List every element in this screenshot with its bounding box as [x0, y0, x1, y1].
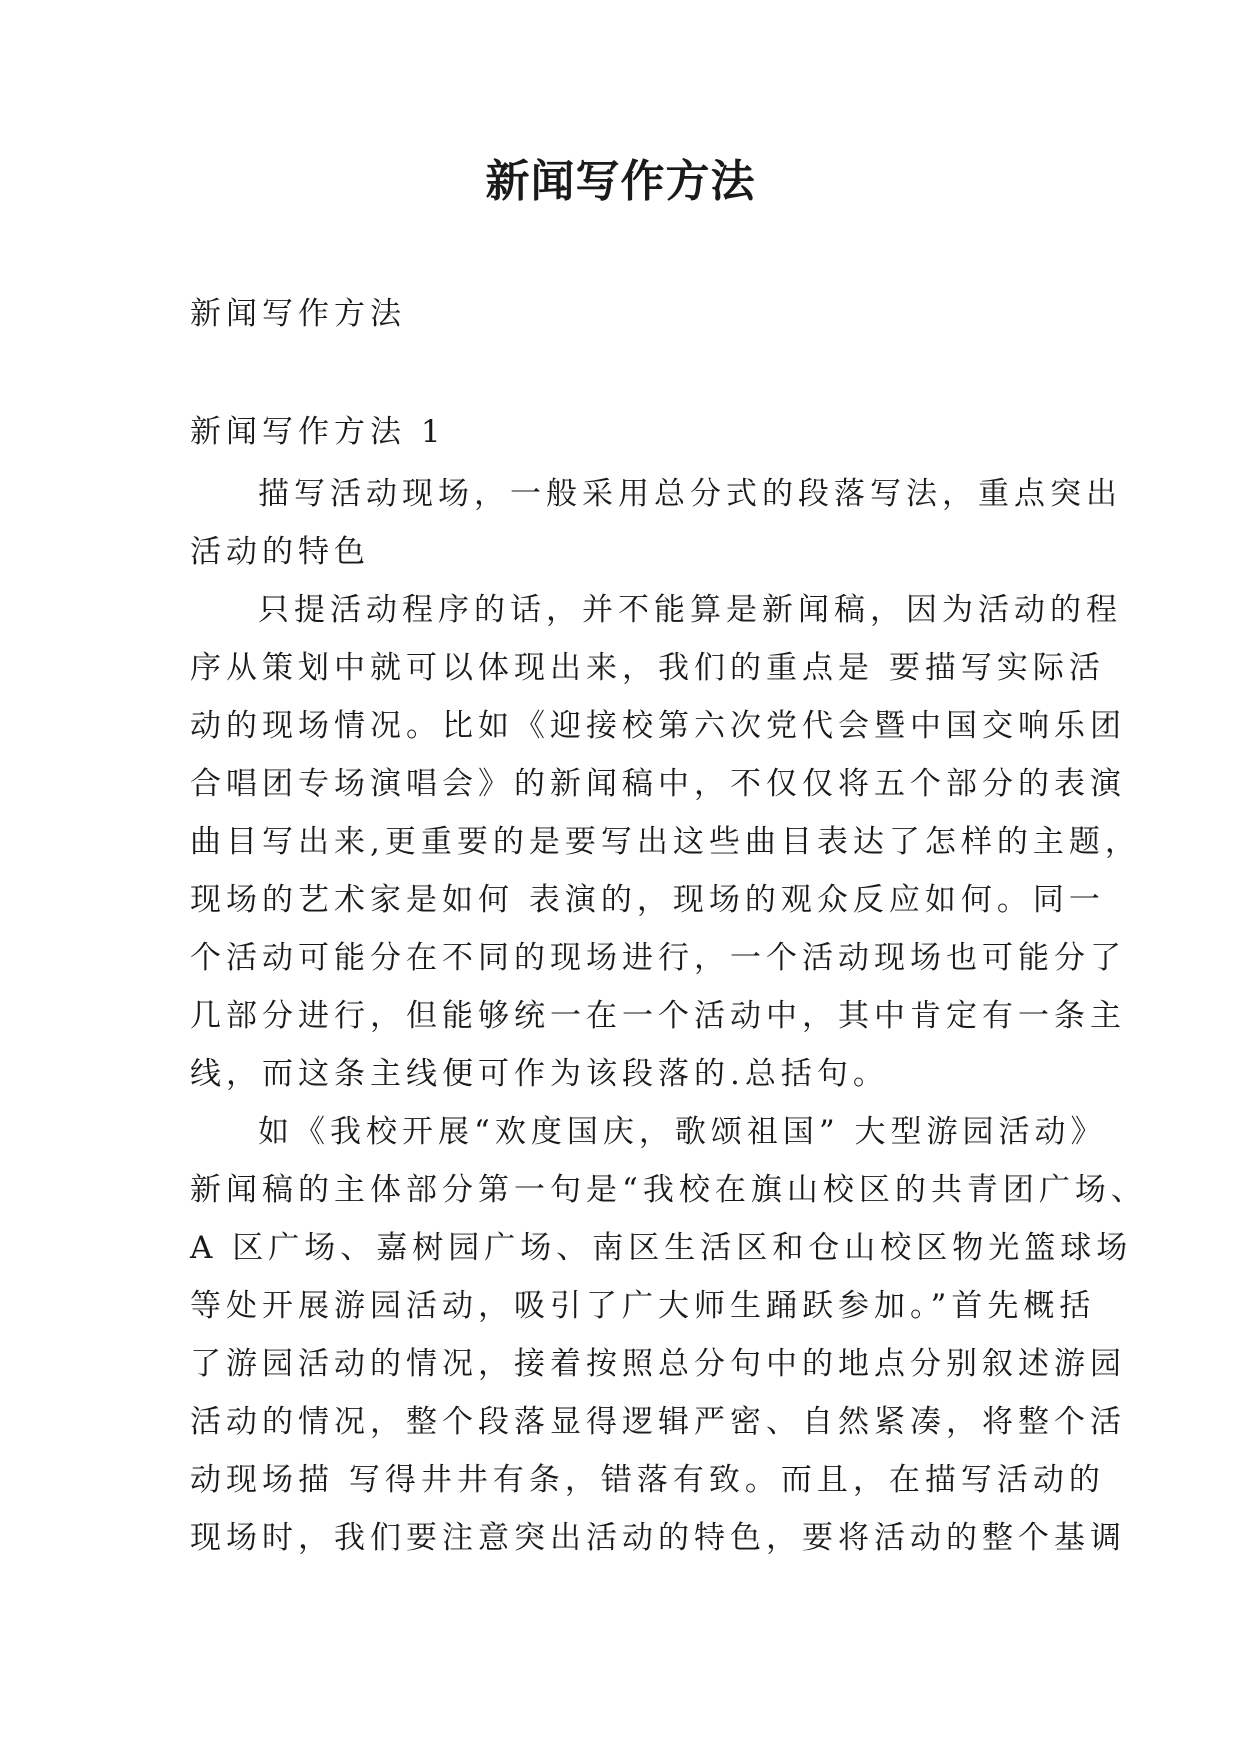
paragraph-line: 个活动可能分在不同的现场进行，一个活动现场也可能分了 [190, 940, 1126, 976]
paragraph-line: A 区广场、嘉树园广场、南区生活区和仓山校区物光篮球场 [190, 1230, 1133, 1266]
paragraph-line: 合唱团专场演唱会》的新闻稿中，不仅仅将五个部分的表演 [190, 766, 1126, 802]
paragraph-line: 只提活动程序的话，并不能算是新闻稿，因为活动的程 [258, 592, 1122, 628]
paragraph-line: 线，而这条主线便可作为该段落的.总括句。 [190, 1056, 889, 1092]
paragraph-line: 等处开展游园活动，吸引了广大师生踊跃参加。”首先概括 [190, 1288, 1096, 1324]
paragraph-line: 曲目写出来,更重要的是要写出这些曲目表达了怎样的主题， [190, 824, 1141, 860]
paragraph-line: 动的现场情况。比如《迎接校第六次党代会暨中国交响乐团 [190, 708, 1126, 744]
paragraph-line: 现场的艺术家是如何 表演的，现场的观众反应如何。同一 [190, 882, 1105, 918]
document-subtitle: 新闻写作方法 [190, 296, 406, 332]
paragraph-line: 描写活动现场，一般采用总分式的段落写法，重点突出 [258, 476, 1122, 512]
paragraph [190, 581, 1141, 1103]
paragraph-line: 如《我校开展“欢度国庆，歌颂祖国” 大型游园活动》 [258, 1114, 1107, 1150]
paragraph-line: 活动的特色 [190, 534, 370, 570]
document-title: 新闻写作方法 [485, 156, 756, 207]
paragraph-line: 活动的情况，整个段落显得逻辑严密、自然紧凑，将整个活 [190, 1404, 1126, 1440]
paragraph [190, 1103, 1147, 1567]
paragraph-line: 新闻稿的主体部分第一句是“我校在旗山校区的共青团广场、 [190, 1172, 1147, 1208]
body-text [190, 465, 1147, 1567]
paragraph-line: 了游园活动的情况，接着按照总分句中的地点分别叙述游园 [190, 1346, 1126, 1382]
paragraph-line: 序从策划中就可以体现出来，我们的重点是 要描写实际活 [190, 650, 1105, 686]
section-heading: 新闻写作方法 1 [190, 414, 446, 450]
paragraph [190, 465, 1122, 581]
paragraph-line: 几部分进行，但能够统一在一个活动中，其中肯定有一条主 [190, 998, 1126, 1034]
paragraph-line: 现场时，我们要注意突出活动的特色，要将活动的整个基调 [190, 1520, 1126, 1556]
paragraph-line: 动现场描 写得井井有条，错落有致。而且，在描写活动的 [190, 1462, 1105, 1498]
